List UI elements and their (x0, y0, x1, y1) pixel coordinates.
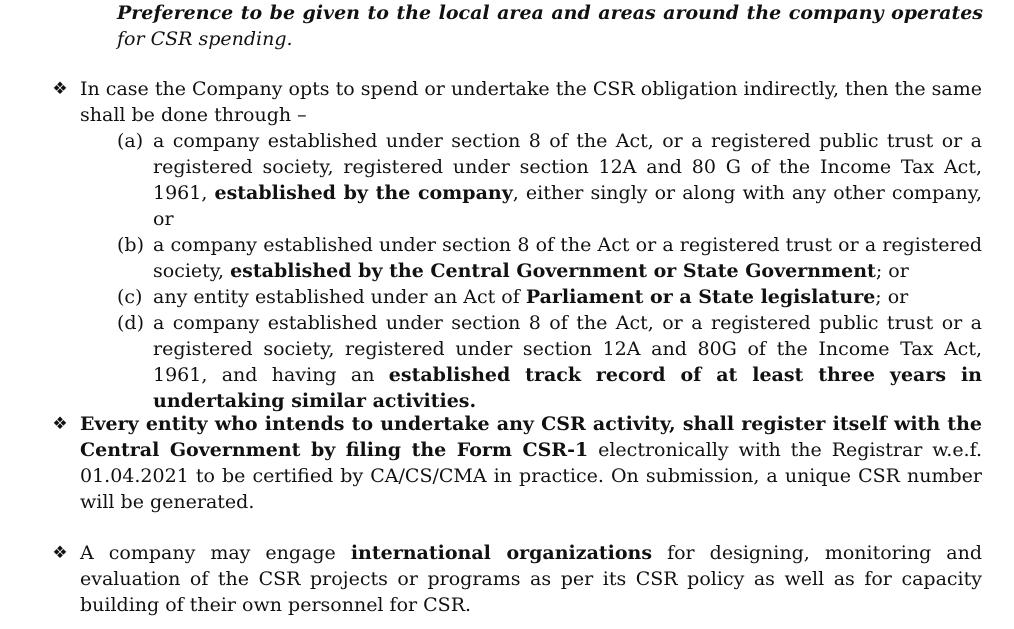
item-text: any entity established under an Act of (153, 286, 526, 308)
bullet-3-text (80, 540, 982, 618)
diamond-bullet-icon: ❖ (52, 414, 68, 434)
diamond-bullet-icon: ❖ (52, 543, 68, 563)
bullet-2-plain-text: electronically with the Registrar w.e.f. 01.04.2021 to be certified by CA/CS/CMA in practice. On submission, a unique CSR number will be generated. (80, 439, 982, 513)
bullet-3-plain-text: for designing, monitoring and evaluation of the CSR projects or programs as per its CSR policy as well as for capacity building of their own personnel for CSR. (80, 542, 982, 616)
item-bold-text: established by the company (214, 182, 513, 204)
bullet-3-plain-text: A company may engage (80, 542, 351, 564)
bullet-international-orgs (40, 540, 982, 618)
sub-list (117, 128, 982, 414)
list-marker: (a) (117, 130, 144, 152)
bullet-3-bold-text: international organizations (350, 542, 653, 564)
intro-italic-text: for CSR spending. (117, 28, 293, 50)
diamond-bullet-icon: ❖ (52, 79, 68, 99)
item-bold-text: established by the Central Government or State Government (230, 260, 876, 282)
item-text: , either singly or along with any other company, or (153, 182, 983, 230)
item-text: a company established under section 8 of the Act, or a registered public trust or a registered society, registered under section 12A and 80 G of the Income Tax Act, 1961, (153, 130, 982, 204)
intro-paragraph (117, 0, 983, 52)
list-item-a (117, 128, 982, 232)
intro-bold-text: Preference to be given to the local area and areas around the company operates (117, 2, 983, 24)
list-item-b (117, 232, 982, 284)
list-item-d (117, 310, 982, 414)
bullet-1-text: In case the Company opts to spend or undertake the CSR obligation indirectly, then the same shall be done through – (80, 78, 982, 126)
item-bold-text: established track record of at least three years in undertaking similar activities. (153, 364, 982, 412)
item-text: ; or (875, 260, 909, 282)
list-marker: (d) (117, 312, 144, 334)
item-text: a company established under section 8 of the Act, or a registered public trust or a registered society, registered under section 12A and 80G of the Income Tax Act, 1961, and having an (153, 312, 982, 386)
list-item-c (117, 284, 982, 310)
bullet-2-text (80, 411, 982, 515)
list-marker: (c) (117, 286, 143, 308)
list-marker: (b) (117, 234, 144, 256)
item-text: a company established under section 8 of the Act or a registered trust or a registered society, (153, 234, 982, 282)
item-text: ; or (875, 286, 909, 308)
item-bold-text: Parliament or a State legislature (525, 286, 876, 308)
bullet-csr-registration (40, 411, 982, 515)
bullet-2-bold-text: Every entity who intends to undertake any CSR activity, shall register itself with the Central Government by filing the Form CSR-1 (80, 413, 982, 461)
bullet-indirect-spending (40, 76, 982, 414)
